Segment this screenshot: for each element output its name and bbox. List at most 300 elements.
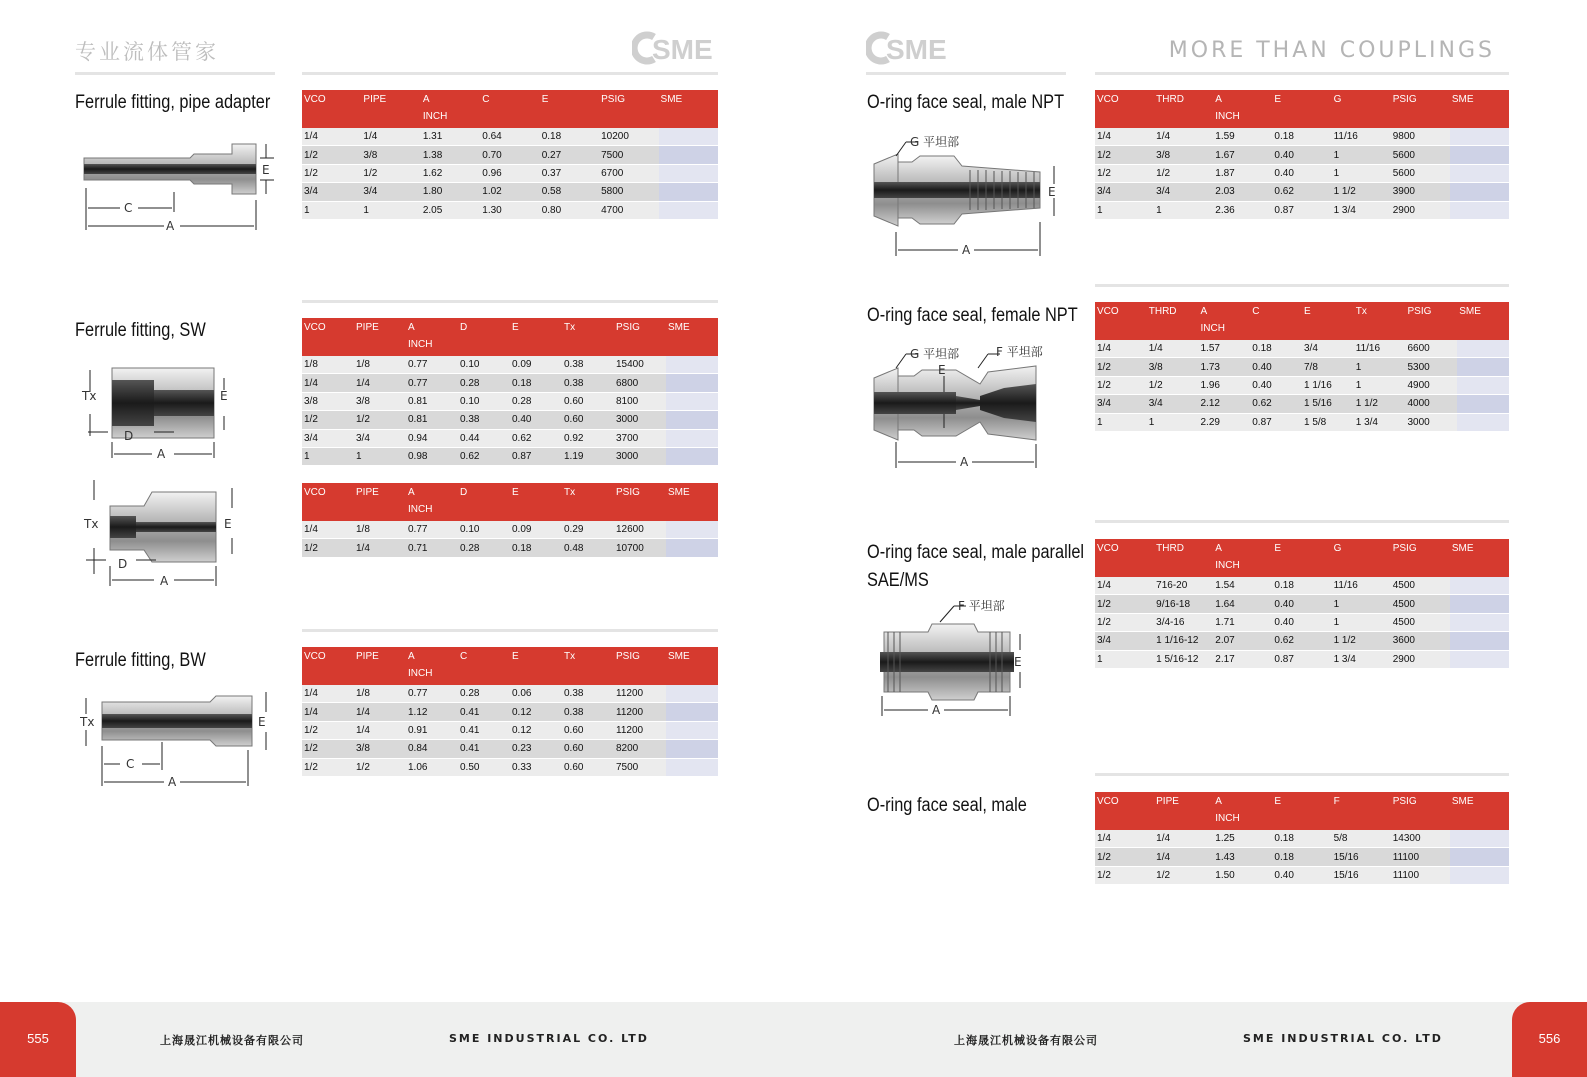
table-cell: 0.40	[1272, 595, 1331, 613]
table-row	[302, 685, 718, 703]
column-header: G	[1332, 539, 1391, 577]
table-cell: 0.33	[510, 758, 562, 776]
table-row	[1095, 201, 1509, 219]
table-cell: 0.77	[406, 374, 458, 392]
sme-cell	[659, 183, 718, 201]
table-cell: 0.28	[510, 392, 562, 410]
table-cell: 5800	[599, 183, 658, 201]
table-cell: 2.36	[1213, 201, 1272, 219]
table-cell: 3/4	[302, 183, 361, 201]
table-cell: 1/2	[1095, 376, 1147, 394]
dim-label-e: E	[224, 517, 232, 531]
divider	[1095, 72, 1509, 75]
column-header: D	[458, 318, 510, 356]
table-cell: 1/2	[302, 164, 361, 182]
table-cell: 8100	[614, 392, 666, 410]
table-cell: 1	[1095, 201, 1154, 219]
table-cell: 1 5/16	[1302, 395, 1354, 413]
table-row	[302, 146, 718, 164]
dim-label-e: E	[262, 163, 270, 177]
sme-cell	[1450, 830, 1509, 848]
column-header: C	[480, 90, 539, 128]
table-cell: 1	[354, 447, 406, 465]
table-cell: 0.38	[562, 703, 614, 721]
column-header: SME	[666, 647, 718, 685]
table-cell: 3700	[614, 429, 666, 447]
table-cell: 2900	[1391, 650, 1450, 668]
table-cell: 3/8	[1154, 146, 1213, 164]
table-cell: 1	[1332, 595, 1391, 613]
table-cell: 0.18	[510, 539, 562, 557]
table-cell: 1	[302, 447, 354, 465]
table-cell: 1 5/8	[1302, 413, 1354, 431]
table-cell: 1.96	[1199, 376, 1251, 394]
sme-cell	[1450, 128, 1509, 146]
table-header-row	[302, 483, 718, 521]
table-cell: 5300	[1406, 358, 1458, 376]
section-title: O-ring face seal, female NPT	[867, 305, 1078, 326]
table-cell: 1.67	[1213, 146, 1272, 164]
table-cell: 11200	[614, 721, 666, 739]
table-cell: 1/2	[302, 539, 354, 557]
table-cell: 3000	[614, 447, 666, 465]
table-cell: 2.07	[1213, 632, 1272, 650]
table-header-row	[1095, 539, 1509, 577]
table-cell: 3900	[1391, 183, 1450, 201]
table-cell: 0.12	[510, 721, 562, 739]
table-cell: 1/4	[1147, 340, 1199, 358]
divider	[302, 629, 718, 632]
table-cell: 1.59	[1213, 128, 1272, 146]
table-row	[1095, 358, 1509, 376]
logo-text: SME	[886, 34, 947, 65]
dim-label-tx: Tx	[84, 517, 99, 531]
table-cell: 0.62	[510, 429, 562, 447]
column-header: A INCH	[421, 90, 480, 128]
section-title: O-ring face seal, male	[867, 795, 1027, 816]
table-cell: 15/16	[1332, 866, 1391, 884]
table-cell: 1/4	[1154, 848, 1213, 866]
dim-label-g: G 平坦部	[910, 135, 960, 149]
table-cell: 3000	[1406, 413, 1458, 431]
pipe-adapter-diagram	[80, 130, 280, 240]
column-header: C	[1250, 302, 1302, 340]
table-cell: 1/2	[302, 146, 361, 164]
divider	[302, 72, 718, 75]
table-cell: 1/2	[302, 740, 354, 758]
column-header: SME	[1450, 90, 1509, 128]
table-cell: 2.29	[1199, 413, 1251, 431]
table-row	[302, 429, 718, 447]
table-cell: 1/8	[302, 356, 354, 374]
column-header: E	[1272, 539, 1331, 577]
table-cell: 0.92	[562, 429, 614, 447]
table-cell: 1/4	[361, 128, 420, 146]
column-header: THRD	[1147, 302, 1199, 340]
table-cell: 0.28	[458, 374, 510, 392]
table-cell: 0.28	[458, 539, 510, 557]
dim-label-c: C	[124, 201, 133, 215]
column-header: E	[1302, 302, 1354, 340]
table-cell: 6600	[1406, 340, 1458, 358]
table-cell: 3/4	[1095, 395, 1147, 413]
table-row	[1095, 164, 1509, 182]
table-cell: 0.77	[406, 521, 458, 539]
table-row	[1095, 595, 1509, 613]
sme-cell	[666, 411, 718, 429]
column-header: A INCH	[1213, 792, 1272, 830]
table-cell: 1	[361, 201, 420, 219]
table-cell: 1/4	[302, 374, 354, 392]
table-cell: 3/8	[354, 740, 406, 758]
table-cell: 0.09	[510, 356, 562, 374]
table-cell: 6800	[614, 374, 666, 392]
table-cell: 1/2	[1095, 595, 1154, 613]
table-cell: 3/8	[354, 392, 406, 410]
sme-cell	[1457, 413, 1509, 431]
table-cell: 1 3/4	[1354, 413, 1406, 431]
dim-label-e: E	[938, 363, 946, 377]
table-cell: 3/4	[361, 183, 420, 201]
table-cell: 0.40	[1272, 164, 1331, 182]
sme-cell	[666, 703, 718, 721]
dim-label-e: E	[1048, 185, 1056, 199]
table-row	[302, 201, 718, 219]
table-cell: 3/8	[361, 146, 420, 164]
column-header: SME	[666, 483, 718, 521]
table-cell: 0.77	[406, 356, 458, 374]
table-cell: 1/2	[1095, 848, 1154, 866]
table-cell: 1 1/2	[1332, 632, 1391, 650]
table-cell: 1.25	[1213, 830, 1272, 848]
table-cell: 1/4	[1095, 128, 1154, 146]
sme-cell	[1450, 650, 1509, 668]
table-cell: 0.40	[1250, 376, 1302, 394]
logo-text: SME	[652, 34, 713, 65]
table-cell: 1.80	[421, 183, 480, 201]
table-cell: 3/4	[302, 429, 354, 447]
table-cell: 0.44	[458, 429, 510, 447]
table-row	[302, 447, 718, 465]
table-cell: 0.06	[510, 685, 562, 703]
table-cell: 1/4	[354, 703, 406, 721]
table-cell: 12600	[614, 521, 666, 539]
table-cell: 0.41	[458, 703, 510, 721]
column-header: Tx	[562, 647, 614, 685]
column-header: F	[1332, 792, 1391, 830]
column-header: E	[540, 90, 599, 128]
sme-cell	[659, 146, 718, 164]
male-parallel-diagram	[870, 600, 1070, 730]
table-cell: 7500	[614, 758, 666, 776]
table-row	[1095, 848, 1509, 866]
table-cell: 0.10	[458, 356, 510, 374]
footer-company-cn: 上海晟江机械设备有限公司	[160, 1034, 304, 1047]
column-header: SME	[1450, 792, 1509, 830]
table-cell: 0.18	[1272, 848, 1331, 866]
table-cell: 10700	[614, 539, 666, 557]
column-header: PIPE	[1154, 792, 1213, 830]
sme-cell	[659, 164, 718, 182]
column-header: SME	[666, 318, 718, 356]
dim-label-a: A	[157, 447, 166, 461]
table-cell: 1 5/16-12	[1154, 650, 1213, 668]
table-cell: 1	[1095, 413, 1147, 431]
sme-cell	[1450, 866, 1509, 884]
footer-company-en: SME INDUSTRIAL CO. LTD	[1243, 1032, 1443, 1045]
table-cell: 4500	[1391, 595, 1450, 613]
column-header: PSIG	[1406, 302, 1458, 340]
table-row	[302, 758, 718, 776]
table-row	[302, 164, 718, 182]
table-cell: 1/8	[354, 685, 406, 703]
table-cell: 1.38	[421, 146, 480, 164]
table-cell: 15400	[614, 356, 666, 374]
column-header: A INCH	[1199, 302, 1251, 340]
table-cell: 11200	[614, 703, 666, 721]
table-cell: 1/2	[302, 758, 354, 776]
sme-cell	[666, 447, 718, 465]
table-cell: 0.71	[406, 539, 458, 557]
table-cell: 1/8	[354, 521, 406, 539]
sme-logo-left	[632, 31, 720, 65]
sw-reducing-diagram	[80, 478, 280, 596]
dim-label-d: D	[124, 429, 134, 443]
dim-label-a: A	[160, 574, 169, 588]
table-row	[302, 539, 718, 557]
table-cell: 1/2	[302, 411, 354, 429]
table-cell: 0.18	[1272, 128, 1331, 146]
table-cell: 1.02	[480, 183, 539, 201]
table-cell: 5600	[1391, 146, 1450, 164]
spec-table	[302, 647, 718, 777]
sme-cell	[1450, 632, 1509, 650]
table-cell: 0.38	[562, 356, 614, 374]
table-cell: 1/2	[1095, 613, 1154, 631]
table-cell: 0.81	[406, 411, 458, 429]
table-cell: 0.50	[458, 758, 510, 776]
table-cell: 0.18	[510, 374, 562, 392]
table-cell: 11/16	[1354, 340, 1406, 358]
table-cell: 1/2	[302, 721, 354, 739]
table-row	[1095, 632, 1509, 650]
spec-table	[1095, 792, 1509, 885]
column-header: E	[1272, 90, 1331, 128]
table-cell: 0.40	[1272, 146, 1331, 164]
dim-label-e: E	[1014, 655, 1022, 669]
dim-label-e: E	[258, 715, 266, 729]
table-cell: 1/2	[1154, 866, 1213, 884]
table-cell: 0.60	[562, 758, 614, 776]
table-cell: 0.62	[458, 447, 510, 465]
table-cell: 2.17	[1213, 650, 1272, 668]
table-cell: 0.62	[1272, 183, 1331, 201]
sme-cell	[666, 740, 718, 758]
column-header: PIPE	[354, 318, 406, 356]
table-cell: 0.91	[406, 721, 458, 739]
table-header-row	[302, 647, 718, 685]
table-cell: 1.50	[1213, 866, 1272, 884]
table-cell: 0.60	[562, 740, 614, 758]
section-title: Ferrule fitting, pipe adapter	[75, 92, 271, 113]
table-cell: 1.87	[1213, 164, 1272, 182]
column-header: PSIG	[599, 90, 658, 128]
table-cell: 10200	[599, 128, 658, 146]
column-header: THRD	[1154, 539, 1213, 577]
table-cell: 1/2	[1095, 358, 1147, 376]
column-header: A INCH	[1213, 539, 1272, 577]
table-cell: 11/16	[1332, 128, 1391, 146]
dim-label-tx: Tx	[80, 715, 95, 729]
table-cell: 4700	[599, 201, 658, 219]
table-cell: 1/4	[1095, 830, 1154, 848]
table-cell: 1	[1332, 613, 1391, 631]
column-header: PSIG	[1391, 90, 1450, 128]
table-cell: 3/4	[354, 429, 406, 447]
table-row	[1095, 866, 1509, 884]
table-cell: 1.19	[562, 447, 614, 465]
column-header: A INCH	[406, 483, 458, 521]
table-cell: 0.38	[562, 374, 614, 392]
divider	[302, 300, 718, 303]
page-number-left: 555	[0, 1002, 76, 1077]
table-row	[1095, 650, 1509, 668]
female-npt-diagram	[870, 342, 1070, 472]
table-cell: 2.12	[1199, 395, 1251, 413]
column-header: PSIG	[1391, 792, 1450, 830]
table-cell: 1.57	[1199, 340, 1251, 358]
table-cell: 0.64	[480, 128, 539, 146]
table-cell: 1/4	[302, 521, 354, 539]
sme-cell	[1450, 613, 1509, 631]
table-cell: 0.60	[562, 411, 614, 429]
table-cell: 0.27	[540, 146, 599, 164]
table-cell: 1/4	[354, 721, 406, 739]
table-cell: 1 3/4	[1332, 650, 1391, 668]
spec-table	[1095, 302, 1509, 432]
sme-cell	[1457, 358, 1509, 376]
table-row	[1095, 146, 1509, 164]
table-row	[302, 411, 718, 429]
table-cell: 1/2	[1095, 164, 1154, 182]
table-row	[1095, 376, 1509, 394]
column-header: PIPE	[354, 483, 406, 521]
table-cell: 0.87	[1272, 201, 1331, 219]
table-cell: 0.09	[510, 521, 562, 539]
section-title: O-ring face seal, male NPT	[867, 92, 1065, 113]
table-cell: 3/4	[1302, 340, 1354, 358]
table-cell: 0.58	[540, 183, 599, 201]
table-cell: 7/8	[1302, 358, 1354, 376]
sme-cell	[666, 374, 718, 392]
section-title: O-ring face seal, male parallel	[867, 542, 1085, 563]
table-cell: 1.73	[1199, 358, 1251, 376]
dim-label-f: F 平坦部	[958, 600, 1005, 613]
table-cell: 0.38	[562, 685, 614, 703]
dim-label-d: D	[118, 557, 128, 571]
table-cell: 0.62	[1272, 632, 1331, 650]
table-row	[1095, 340, 1509, 358]
sme-cell	[1450, 183, 1509, 201]
table-cell: 0.37	[540, 164, 599, 182]
table-cell: 1	[1332, 164, 1391, 182]
table-cell: 3/4	[1095, 183, 1154, 201]
column-header: G	[1332, 90, 1391, 128]
slogan-chinese: 专业流体管家	[75, 40, 219, 64]
table-cell: 1/4	[354, 374, 406, 392]
table-row	[1095, 183, 1509, 201]
table-cell: 1/2	[1147, 376, 1199, 394]
table-cell: 0.28	[458, 685, 510, 703]
table-cell: 1.62	[421, 164, 480, 182]
table-cell: 3600	[1391, 632, 1450, 650]
table-cell: 1/4	[302, 685, 354, 703]
table-cell: 1 1/16-12	[1154, 632, 1213, 650]
column-header: VCO	[1095, 792, 1154, 830]
table-cell: 4000	[1406, 395, 1458, 413]
table-cell: 1/4	[302, 703, 354, 721]
table-cell: 1/2	[354, 411, 406, 429]
column-header: Tx	[562, 318, 614, 356]
sme-cell	[666, 392, 718, 410]
table-cell: 0.29	[562, 521, 614, 539]
table-cell: 8200	[614, 740, 666, 758]
column-header: A INCH	[1213, 90, 1272, 128]
table-cell: 1.43	[1213, 848, 1272, 866]
table-cell: 4500	[1391, 613, 1450, 631]
divider	[866, 72, 1066, 75]
table-row	[302, 128, 718, 146]
table-cell: 1.64	[1213, 595, 1272, 613]
table-cell: 1.71	[1213, 613, 1272, 631]
table-cell: 4900	[1406, 376, 1458, 394]
table-cell: 1 1/2	[1354, 395, 1406, 413]
table-row	[1095, 128, 1509, 146]
table-cell: 4500	[1391, 577, 1450, 595]
table-cell: 1.54	[1213, 577, 1272, 595]
section-title-line2: SAE/MS	[867, 570, 929, 591]
spec-table	[1095, 90, 1509, 220]
table-cell: 0.40	[1250, 358, 1302, 376]
table-cell: 1/4	[1095, 340, 1147, 358]
dim-label-g: G 平坦部	[910, 347, 960, 361]
table-cell: 1/4	[354, 539, 406, 557]
table-cell: 0.18	[540, 128, 599, 146]
dim-label-a: A	[168, 775, 177, 789]
sme-cell	[666, 685, 718, 703]
table-cell: 1/8	[354, 356, 406, 374]
column-header: PSIG	[1391, 539, 1450, 577]
table-cell: 9800	[1391, 128, 1450, 146]
column-header: PIPE	[354, 647, 406, 685]
column-header: PIPE	[361, 90, 420, 128]
table-cell: 1	[1354, 358, 1406, 376]
table-cell: 1	[1332, 146, 1391, 164]
sme-cell	[659, 201, 718, 219]
table-cell: 3/8	[302, 392, 354, 410]
table-header-row	[302, 90, 718, 128]
table-cell: 0.87	[1250, 413, 1302, 431]
footer-company-cn: 上海晟江机械设备有限公司	[954, 1034, 1098, 1047]
table-cell: 0.38	[458, 411, 510, 429]
sme-cell	[666, 521, 718, 539]
table-cell: 1/4	[302, 128, 361, 146]
table-cell: 1/2	[1095, 866, 1154, 884]
table-header-row	[1095, 90, 1509, 128]
column-header: E	[510, 483, 562, 521]
table-cell: 0.96	[480, 164, 539, 182]
table-cell: 0.10	[458, 521, 510, 539]
